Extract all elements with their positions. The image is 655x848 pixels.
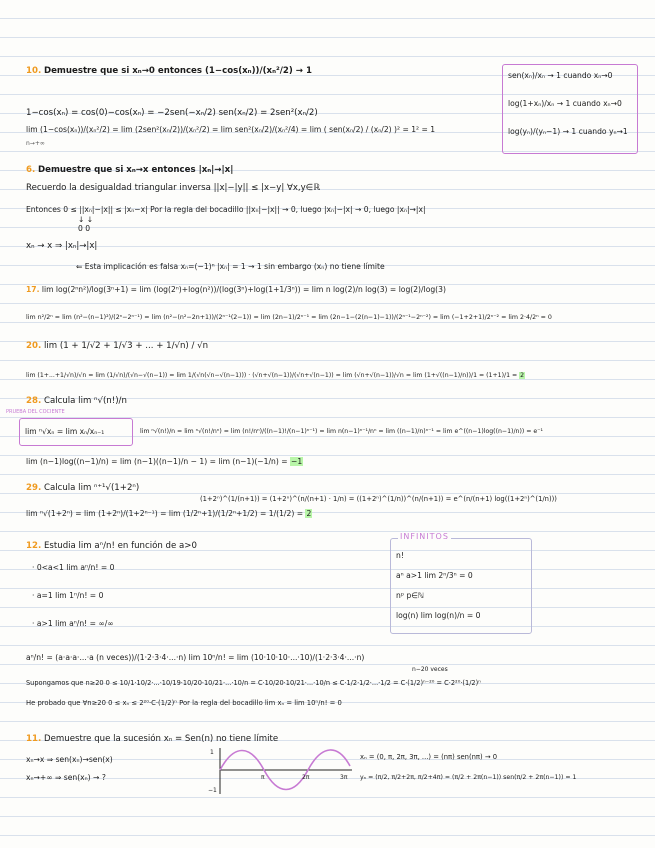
- sec12-brace-label: n−20 veces: [412, 666, 448, 673]
- sec6-line-3: xₙ → x ⇒ |xₙ|→|x|: [26, 241, 98, 251]
- sec28-heading: [26, 396, 127, 407]
- sec20-title: lim (1 + 1/√2 + 1/√3 + ... + 1/√n) / √n: [43, 341, 209, 351]
- infinitos-row-1: n!: [396, 551, 404, 560]
- sec12-number: 12.: [26, 541, 42, 551]
- sine-graph: [206, 744, 352, 796]
- sec12-heading: [26, 541, 197, 552]
- limits-reference-row-3: log(yₙ)/(yₙ−1) → 1 cuando yₙ→1: [508, 127, 628, 136]
- sec12-case-3: · a>1 lim aⁿ/n! = ∞/∞: [32, 619, 114, 628]
- sec20-answer: 2: [520, 372, 525, 379]
- sec11-number: 11.: [26, 734, 42, 744]
- sec29-expression-2: lim ⁿ√(1+2ⁿ) = lim (1+2ⁿ)/(1+2ⁿ⁻¹) = lim (1/2ⁿ+1)/(1/2ⁿ+1/2) = 1/(1/2) =: [26, 509, 306, 518]
- sec29-line-2: [26, 508, 312, 519]
- sec20-line-1: [26, 370, 525, 381]
- sec12-case-2: · a=1 lim 1ⁿ/n! = 0: [32, 591, 104, 600]
- ratio-test-label: PRUEBA DEL COCIENTE: [6, 409, 65, 415]
- sec12-line-2: Supongamos que n≥20 0 ≤ 10/1·10/2·...·10/19·10/20·10/21·...·10/n = C·10/20·10/21·...·10/n ≤ C·1/2·1/2·...·1/2 = C·(1/2)ⁿ⁻²⁰ = C·2²⁰·(1/2)ⁿ: [26, 679, 481, 687]
- sine-tick-1: 1: [210, 749, 214, 756]
- infinitos-row-2: aⁿ a>1 lim 2ⁿ/3ⁿ = 0: [396, 571, 473, 580]
- sec28-title: Calcula lim ⁿ√(n!)/n: [43, 396, 127, 406]
- sec17-number: 17.: [26, 285, 40, 294]
- sec28-number: 28.: [26, 396, 42, 406]
- sine-tick-pi: π: [261, 774, 265, 781]
- sec28-line-2: [26, 456, 303, 467]
- sec12-line-1: aⁿ/n! = (a·a·a·...·a (n veces))/(1·2·3·4·...·n) lim 10ⁿ/n! = lim (10·10·10·...·10)/(1·2·3·4·...·n): [26, 653, 365, 662]
- sec6-number: 6.: [26, 165, 36, 175]
- sec29-line-1: (1+2ⁿ)^(1/(n+1)) = (1+2ⁿ)^(n/(n+1) · 1/n) = ((1+2ⁿ)^(1/n))^(n/(n+1)) = e^(n/(n+1) log((1+2ⁿ)^(1/n))): [200, 495, 557, 503]
- sec12-title: Estudia lim aⁿ/n! en función de a>0: [43, 541, 197, 551]
- sec6-title: Demuestre que si xₙ→x entonces |xₙ|→|x|: [37, 165, 234, 175]
- sec12-line-3: He probado que ∀n≥20 0 ≤ xₙ ≤ 2²⁰·C·(1/2)ⁿ Por la regla del bocadillo lim xₙ = lim 10ⁿ/n! = 0: [26, 699, 342, 707]
- infinitos-title: INFINITOS: [400, 532, 449, 541]
- infinitos-row-4: log(n) lim log(n)/n = 0: [396, 611, 481, 620]
- sec6-line-4: ⇐ Esta implicación es falsa xₙ=(−1)ⁿ |xₙ| = 1 → 1 sin embargo (xₙ) no tiene límite: [76, 262, 385, 271]
- sec12-case-1: · 0<a<1 lim aⁿ/n! = 0: [32, 563, 115, 572]
- sec10-line-1: 1−cos(xₙ) = cos(0)−cos(xₙ) = −2sen(−xₙ/2) sen(xₙ/2) = 2sen²(xₙ/2): [26, 108, 318, 118]
- sec6-arrows: ↓ ↓: [78, 215, 94, 224]
- sec29-heading: [26, 483, 139, 494]
- sec6-line-1: Recuerdo la desigualdad triangular inversa ||x|−|y|| ≤ |x−y| ∀x,y∈ℝ: [26, 183, 321, 193]
- sec11-title: Demuestre que la sucesión xₙ = Sen(n) no tiene límite: [43, 734, 279, 744]
- sec17-expression-1: lim log(2ⁿn²)/log(3ⁿ+1) = lim (log(2ⁿ)+log(n²))/(log(3ⁿ)+log(1+1/3ⁿ)) = lim n log(2)/n log(3) = log(2)/log(3): [41, 285, 446, 294]
- sec6-zeros: 0 0: [78, 224, 91, 233]
- sine-tick-minus-1: −1: [208, 787, 217, 794]
- sec29-answer: 2: [306, 509, 312, 518]
- sine-tick-3pi: 3π: [340, 774, 348, 781]
- infinitos-row-3: nᵖ p∈ℕ: [396, 591, 424, 600]
- sec20-heading: [26, 341, 208, 352]
- sec20-expression: lim (1+...+1/√n)/√n = lim (1/√n)/(√n−√(n−1)) = lim 1/(√n(√n−√(n−1))) · (√n+√(n−1))/(√n+√(n−1)) = lim (√n+√(n−1))/√n = lim (1+√((n−1)/n))/1 = (1+1)/1 =: [26, 372, 520, 379]
- sec11-right-2: yₙ = (π/2, π/2+2π, π/2+4π) = (π/2 + 2π(n−1)) sen(π/2 + 2π(n−1)) = 1: [360, 774, 577, 781]
- sec20-number: 20.: [26, 341, 42, 351]
- limits-reference-row-1: sen(xₙ)/xₙ → 1 cuando xₙ→0: [508, 71, 613, 80]
- sec28-answer: −1: [291, 457, 303, 466]
- sec10-number: 10.: [26, 66, 42, 76]
- ratio-test-formula: lim ⁿ√xₙ = lim xₙ/xₙ₋₁: [25, 427, 105, 436]
- sec10-title: Demuestre que si xₙ→0 entonces (1−cos(xₙ))/(xₙ²/2) → 1: [43, 66, 312, 76]
- sec11-line-1: xₙ→x ⇒ sen(xₙ)→sen(x): [26, 755, 113, 764]
- sec29-title: Calcula lim ⁿ⁺¹√(1+2ⁿ): [43, 483, 140, 493]
- sec11-right-1: xₙ = (0, π, 2π, 3π, ...) = (nπ) sen(nπ) → 0: [360, 753, 498, 761]
- sec6-line-2: Entonces 0 ≤ ||xₙ|−|x|| ≤ |xₙ−x| Por la regla del bocadillo ||xₙ|−|x|| → 0, luego |xₙ|−|x| → 0, luego |xₙ|→|x|: [26, 205, 426, 214]
- sec28-expression-2: lim (n−1)log((n−1)/n) = lim (n−1)((n−1)/n − 1) = lim (n−1)(−1/n) =: [26, 457, 291, 466]
- sec17-line-2: lim n²/2ⁿ = lim (n²−(n−1)²)/(2ⁿ−2ⁿ⁻¹) = lim (n²−(n²−2n+1))/(2ⁿ⁻¹(2−1)) = lim (2n−1)/2ⁿ⁻¹ = lim (2n−1−(2(n−1)−1))/(2ⁿ⁻¹−2ⁿ⁻²) = lim (−1+2+1)/2ⁿ⁻² = lim 2·4/2ⁿ = 0: [26, 314, 552, 321]
- sec10-heading: [26, 66, 312, 77]
- sec10-subscript: n→+∞: [26, 140, 45, 147]
- sine-tick-2pi: 2π: [302, 774, 310, 781]
- sec6-heading: [26, 165, 233, 176]
- sec28-line-1: lim ⁿ√(n!)/n = lim ⁿ√(n!/nⁿ) = lim (n!/nⁿ)/((n−1)!/(n−1)ⁿ⁻¹) = lim n(n−1)ⁿ⁻¹/nⁿ = lim ((n−1)/n)ⁿ⁻¹ = lim e^((n−1)log((n−1)/n)) = e⁻¹: [140, 428, 543, 435]
- sec17-line-1: [26, 284, 446, 295]
- sec10-line-2: lim (1−cos(xₙ))/(xₙ²/2) = lim (2sen²(xₙ/2))/(xₙ²/2) = lim sen²(xₙ/2)/(xₙ²/4) = lim ( sen(xₙ/2) / (xₙ/2) )² = 1² = 1: [26, 125, 436, 134]
- limits-reference-row-2: log(1+xₙ)/xₙ → 1 cuando xₙ→0: [508, 99, 622, 108]
- sec11-line-2: xₙ→+∞ ⇒ sen(xₙ) → ?: [26, 773, 106, 782]
- sec29-number: 29.: [26, 483, 42, 493]
